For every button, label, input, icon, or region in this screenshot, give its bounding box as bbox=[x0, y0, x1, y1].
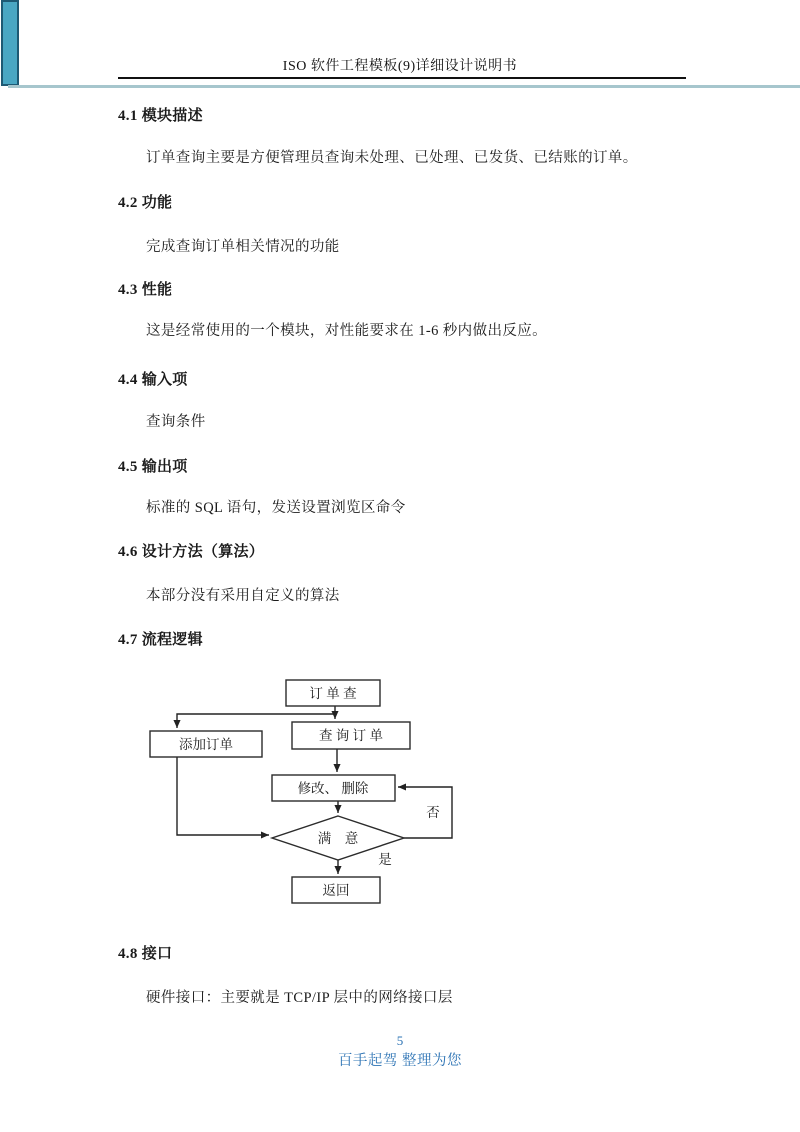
flowchart-node-decision-label: 满 意 bbox=[317, 831, 359, 846]
flowchart-node-add bbox=[150, 731, 262, 757]
header-accent-line bbox=[8, 85, 800, 88]
section-heading-4-8: 4.8 接口 bbox=[118, 946, 173, 962]
flowchart-node-query bbox=[292, 722, 410, 749]
section-heading-4-6: 4.6 设计方法（算法） bbox=[118, 544, 265, 560]
section-heading-4-7: 4.7 流程逻辑 bbox=[118, 632, 203, 648]
flowchart-edge-label-no: 否 bbox=[426, 805, 440, 820]
section-heading-4-1: 4.1 模块描述 bbox=[118, 108, 203, 124]
flowchart-node-start bbox=[286, 680, 380, 706]
footer-page-number: 5 bbox=[396, 1033, 404, 1048]
edge-add-to-decision bbox=[177, 757, 269, 835]
flowchart bbox=[120, 655, 520, 915]
section-heading-4-3: 4.3 性能 bbox=[118, 282, 173, 298]
section-heading-4-2: 4.2 功能 bbox=[118, 195, 173, 211]
section-body-4-8: 硬件接口：主要就是 TCP/IP 层中的网络接口层 bbox=[146, 990, 453, 1006]
flowchart-node-modify-label: 修改、 删除 bbox=[297, 781, 369, 796]
flowchart-node-return bbox=[292, 877, 380, 903]
footer-text: 百手起驾 整理为您 bbox=[337, 1053, 463, 1069]
flowchart-node-return-label: 返回 bbox=[322, 883, 350, 898]
section-body-4-3: 这是经常使用的一个模块，对性能要求在 1-6 秒内做出反应。 bbox=[146, 323, 548, 339]
flowchart-node-modify bbox=[272, 775, 395, 801]
section-body-4-6: 本部分没有采用自定义的算法 bbox=[146, 588, 340, 604]
section-heading-4-4: 4.4 输入项 bbox=[118, 372, 188, 388]
edge-no-loop bbox=[398, 787, 452, 838]
flowchart-node-add-label: 添加订单 bbox=[179, 737, 233, 752]
section-body-4-1: 订单查询主要是方便管理员查询未处理、已处理、已发货、已结账的订单。 bbox=[146, 150, 638, 166]
section-body-4-4: 查询条件 bbox=[146, 414, 206, 430]
section-body-4-5: 标准的 SQL 语句，发送设置浏览区命令 bbox=[146, 500, 406, 516]
section-body-4-2: 完成查询订单相关情况的功能 bbox=[146, 239, 340, 255]
section-heading-4-5: 4.5 输出项 bbox=[118, 459, 188, 475]
flowchart-node-query-label: 查 询 订 单 bbox=[318, 728, 384, 743]
header-title: ISO 软件工程模板(9)详细设计说明书 bbox=[282, 59, 518, 74]
flowchart-edge-label-yes: 是 bbox=[378, 852, 392, 867]
header-rule bbox=[118, 77, 686, 79]
flowchart-node-start-label: 订 单 查 bbox=[309, 686, 357, 701]
